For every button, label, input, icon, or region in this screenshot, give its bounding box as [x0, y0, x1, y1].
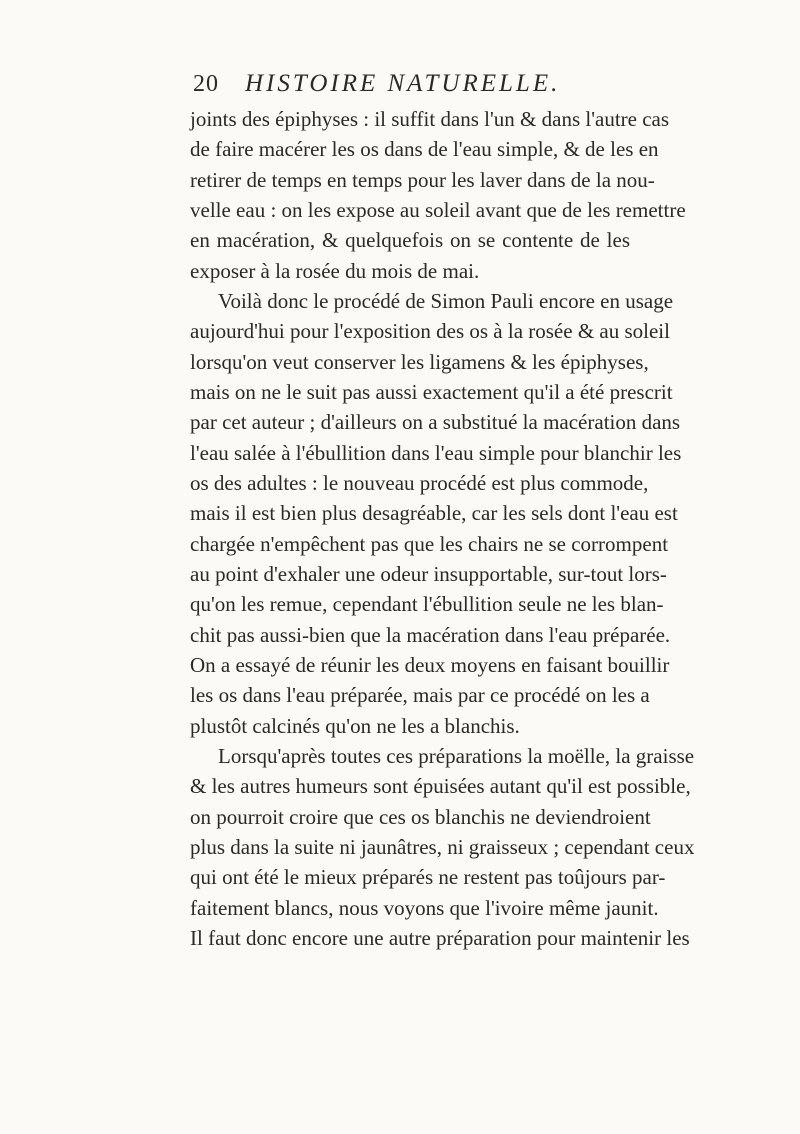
text-line: qui ont été le mieux préparés ne restent pas toûjours par-: [190, 865, 666, 890]
text-line: On a essayé de réunir les deux moyens en faisant bouillir: [190, 652, 670, 677]
text-line: en macération, & quelquefois on se contente de les: [190, 228, 630, 253]
text-line: Voilà donc le procédé de Simon Pauli encore en usage: [218, 288, 674, 313]
text-line: mais il est bien plus desagréable, car les sels dont l'eau est: [190, 501, 678, 526]
text-line: aujourd'hui pour l'exposition des os à la rosée & au soleil: [190, 319, 670, 344]
text-line: plus dans la suite ni jaunâtres, ni graisseux ; cependant ceux: [190, 834, 695, 859]
text-line: on pourroit croire que ces os blanchis ne deviendroient: [190, 804, 651, 829]
body-text: [190, 104, 695, 953]
text-line: mais on ne le suit pas aussi exactement qu'il a été prescrit: [190, 379, 673, 404]
text-line: lorsqu'on veut conserver les ligamens & les épiphyses,: [190, 349, 649, 374]
text-line: plustôt calcinés qu'on ne les a blanchis.: [190, 713, 520, 738]
text-line: l'eau salée à l'ébullition dans l'eau simple pour blanchir les: [190, 440, 682, 465]
running-title: HISTOIRE NATURELLE.: [245, 70, 561, 97]
text-line: par cet auteur ; d'ailleurs on a substitué la macération dans: [190, 410, 681, 435]
text-line: velle eau : on les expose au soleil avant que de les remettre: [190, 197, 686, 222]
text-line: chargée n'empêchent pas que les chairs ne se corrompent: [190, 531, 669, 556]
text-line: os des adultes : le nouveau procédé est plus commode,: [190, 470, 649, 495]
text-line: exposer à la rosée du mois de mai.: [190, 258, 480, 283]
text-line: retirer de temps en temps pour les laver dans de la nou-: [190, 167, 655, 192]
page-header: [193, 70, 633, 104]
page-number: 20: [193, 71, 219, 97]
text-line: les os dans l'eau préparée, mais par ce procédé on les a: [190, 683, 650, 708]
text-line: qu'on les remue, cependant l'ébullition seule ne les blan-: [190, 592, 664, 617]
text-line: de faire macérer les os dans de l'eau simple, & de les en: [190, 137, 659, 162]
text-line: faitement blancs, nous voyons que l'ivoire même jaunit.: [190, 895, 659, 920]
text-line: joints des épiphyses : il suffit dans l'un & dans l'autre cas: [190, 107, 670, 131]
text-line: Il faut donc encore une autre préparation pour maintenir les: [190, 925, 690, 950]
text-line: chit pas aussi-bien que la macération dans l'eau préparée.: [190, 622, 671, 647]
text-line: au point d'exhaler une odeur insupportable, sur-tout lors-: [190, 561, 667, 586]
text-line: & les autres humeurs sont épuisées autant qu'il est possible,: [190, 774, 691, 799]
text-line: Lorsqu'après toutes ces préparations la moëlle, la graisse: [218, 743, 695, 768]
